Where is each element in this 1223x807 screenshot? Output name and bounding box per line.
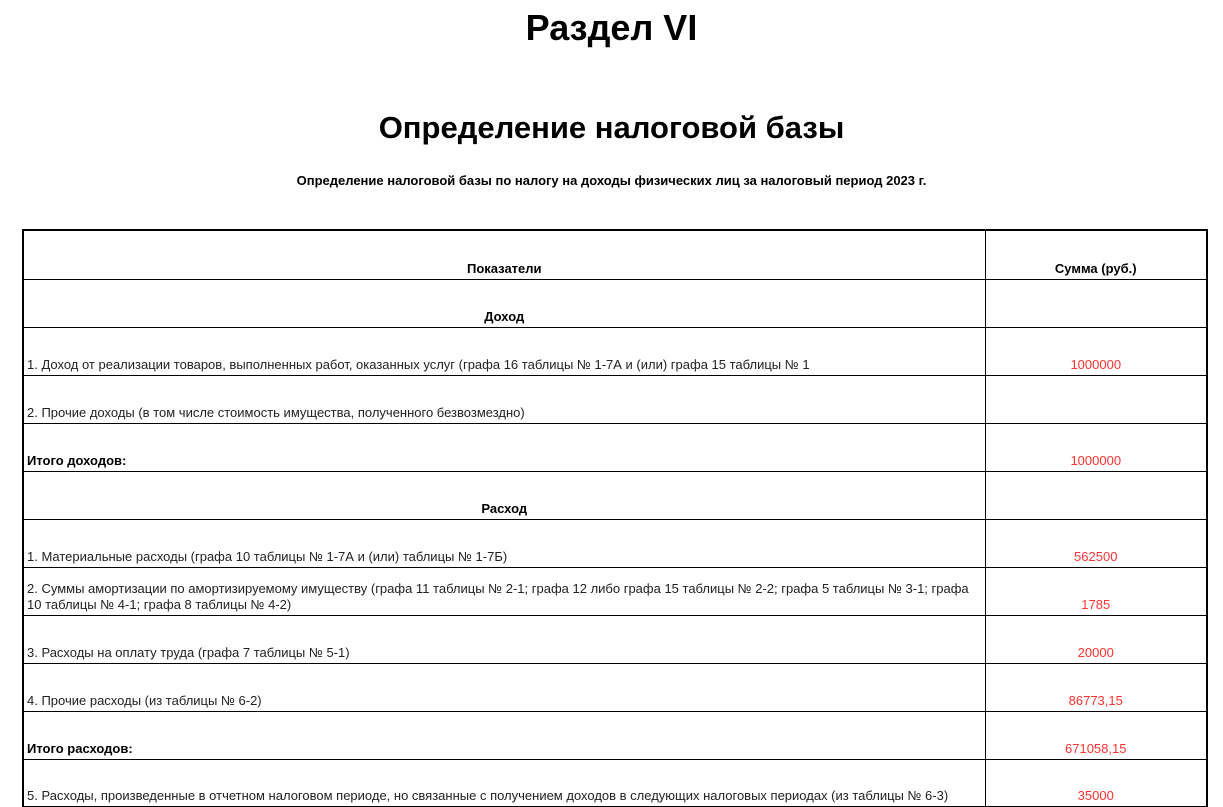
tax-base-table — [22, 229, 1208, 807]
income-row-2-value[interactable] — [985, 376, 1207, 424]
table-row — [23, 568, 1207, 616]
expense-row-2-label[interactable]: 2. Суммы амортизации по амортизируемому имуществу (графа 11 таблицы № 2-1; графа 12 либо графа 15 таблицы № 2-2; графа 5 таблицы № 3-1; графа 10 таблицы № 4-1; графа 8 таблицы № 4-2) — [23, 568, 985, 616]
income-total-row — [23, 424, 1207, 472]
expense-total-row — [23, 712, 1207, 760]
expense-section-header[interactable]: Расход — [23, 472, 985, 520]
expense-row-3-value[interactable]: 20000 — [985, 616, 1207, 664]
income-section-row — [23, 280, 1207, 328]
expense-row-4-value[interactable]: 86773,15 — [985, 664, 1207, 712]
expense-row-4-label[interactable]: 4. Прочие расходы (из таблицы № 6-2) — [23, 664, 985, 712]
table-row — [23, 520, 1207, 568]
expense-row-1-value[interactable]: 562500 — [985, 520, 1207, 568]
table-row — [23, 760, 1207, 807]
expense-row-2-value[interactable]: 1785 — [985, 568, 1207, 616]
deferred-expense-value[interactable]: 35000 — [985, 760, 1207, 807]
income-section-header[interactable]: Доход — [23, 280, 985, 328]
deferred-expense-label[interactable]: 5. Расходы, произведенные в отчетном налоговом периоде, но связанные с получением доходов в следующих налоговых периодах (из таблицы № 6-3) — [23, 760, 985, 807]
income-section-value-cell[interactable] — [985, 280, 1207, 328]
table-row — [23, 328, 1207, 376]
section-title: Раздел VI — [525, 7, 698, 48]
page-title: Определение налоговой базы — [378, 110, 845, 145]
income-total-value[interactable]: 1000000 — [985, 424, 1207, 472]
table-header-row — [23, 230, 1207, 280]
column-header-indicators[interactable]: Показатели — [23, 230, 985, 280]
table-row — [23, 664, 1207, 712]
income-total-label[interactable]: Итого доходов: — [23, 424, 985, 472]
expense-row-3-label[interactable]: 3. Расходы на оплату труда (графа 7 таблицы № 5-1) — [23, 616, 985, 664]
expense-total-label[interactable]: Итого расходов: — [23, 712, 985, 760]
column-header-amount[interactable]: Сумма (руб.) — [985, 230, 1207, 280]
income-row-2-label[interactable]: 2. Прочие доходы (в том числе стоимость имущества, полученного безвозмездно) — [23, 376, 985, 424]
expense-section-row — [23, 472, 1207, 520]
expense-row-1-label[interactable]: 1. Материальные расходы (графа 10 таблицы № 1-7А и (или) таблицы № 1-7Б) — [23, 520, 985, 568]
table-row — [23, 616, 1207, 664]
income-row-1-label[interactable]: 1. Доход от реализации товаров, выполненных работ, оказанных услуг (графа 16 таблицы № 1-7А и (или) графа 15 таблицы № 1 — [23, 328, 985, 376]
income-row-1-value[interactable]: 1000000 — [985, 328, 1207, 376]
page-subtitle: Определение налоговой базы по налогу на доходы физических лиц за налоговый период 2023 г. — [296, 173, 927, 188]
expense-section-value-cell[interactable] — [985, 472, 1207, 520]
table-row — [23, 376, 1207, 424]
expense-total-value[interactable]: 671058,15 — [985, 712, 1207, 760]
